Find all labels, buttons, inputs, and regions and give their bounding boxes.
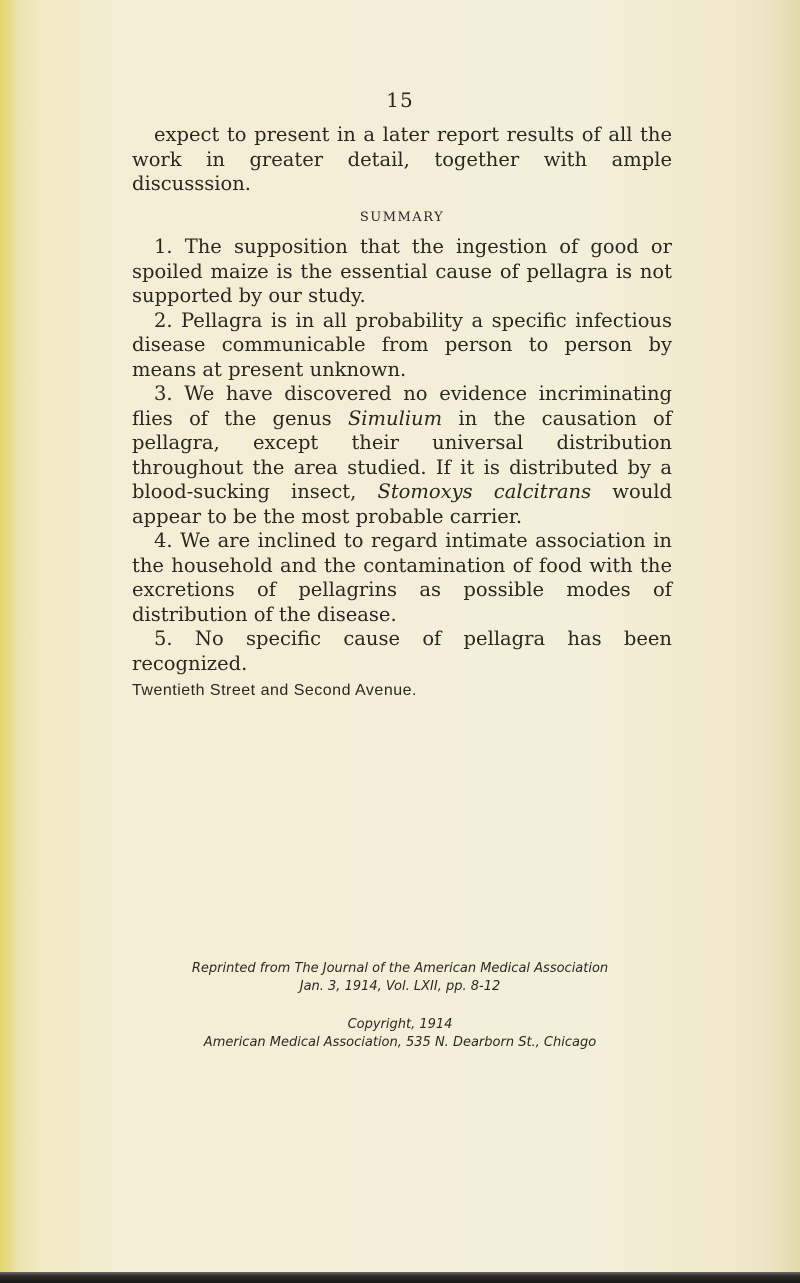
species-name: Stomoxys calcitrans [377, 480, 592, 503]
summary-item-3 [132, 382, 672, 529]
scan-bottom-edge [0, 1272, 800, 1283]
body-text [132, 123, 672, 704]
reprint-source: Reprinted from The Journal of the American Medical Association [191, 961, 609, 976]
genus-name: Simulium [347, 406, 443, 430]
author-address: Twentieth Street and Second Avenue. [132, 682, 417, 699]
reprint-notice [0, 960, 800, 1052]
copyright-line: Copyright, 1914 [347, 1017, 453, 1032]
intro-paragraph: expect to present in a later report results of all the work in greater detail, together with ample discusssion. [132, 123, 672, 195]
summary-item-5: 5. No specific cause of pellagra has been recognized. [132, 627, 672, 675]
summary-item-3-text-a: 3. We have discovered no evidence incriminating flies of the genus [132, 382, 672, 430]
summary-item-4: 4. We are inclined to regard intimate association in the household and the contamination of food with the excretions of pellagrins as possible modes of distribution of the disease. [132, 529, 672, 626]
reprint-citation: Jan. 3, 1914, Vol. LXII, pp. 8-12 [299, 979, 501, 994]
page-number: 15 [386, 88, 414, 112]
summary-heading: SUMMARY [359, 209, 445, 225]
summary-item-2: 2. Pellagra is in all probability a specific infectious disease communicable from person to person by means at present unknown. [132, 308, 672, 381]
publisher-address: American Medical Association, 535 N. Dearborn St., Chicago [203, 1035, 597, 1050]
summary-item-3-text-c: would appear to be the most probable carrier. [132, 480, 672, 528]
summary-item-1: 1. The supposition that the ingestion of good or spoiled maize is the essential cause of pellagra is not supported by our study. [132, 235, 672, 307]
spacer [0, 996, 800, 1016]
summary-item-3-text-b: in the causation of pellagra, except their universal distribution throughout the area studied. If it is distributed by a blood-sucking insect, [132, 406, 673, 503]
paper-edge-discoloration [0, 0, 18, 1283]
